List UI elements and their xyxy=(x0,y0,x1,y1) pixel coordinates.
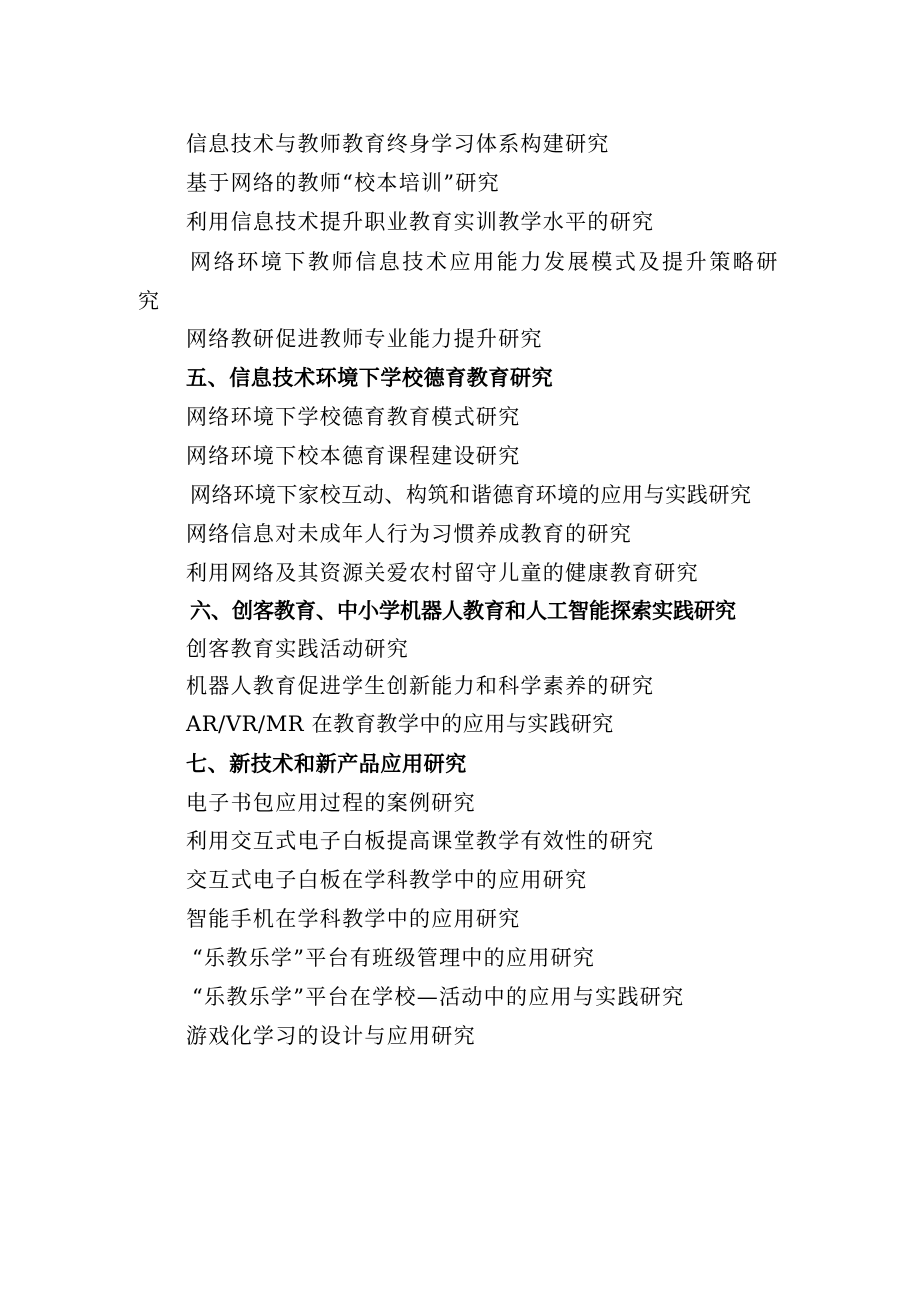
section-heading-5: 五、信息技术环境下学校德育教育研究 xyxy=(186,366,554,390)
topic-line: 电子书包应用过程的案例研究 xyxy=(186,791,476,815)
topic-line: 机器人教育促进学生创新能力和科学素养的研究 xyxy=(186,674,655,698)
topic-line: 利用信息技术提升职业教育实训教学水平的研究 xyxy=(186,210,655,234)
topic-line: “乐教乐学”平台在学校—活动中的应用与实践研究 xyxy=(192,985,685,1009)
section-heading-6: 六、创客教育、中小学机器人教育和人工智能探索实践研究 xyxy=(190,599,736,623)
topic-line: 网络环境下校本德育课程建设研究 xyxy=(186,444,521,468)
topic-line: 交互式电子白板在学科教学中的应用研究 xyxy=(186,868,588,892)
topic-line: 网络环境下家校互动、构筑和谐德育环境的应用与实践研究 xyxy=(190,483,752,507)
topic-line: 网络教研促进教师专业能力提升研究 xyxy=(186,327,543,351)
topic-line-continuation: 究 xyxy=(138,289,161,313)
topic-line: 网络环境下学校德育教育模式研究 xyxy=(186,405,521,429)
topic-line: 游戏化学习的设计与应用研究 xyxy=(186,1024,476,1048)
topic-line: “乐教乐学”平台有班级管理中的应用研究 xyxy=(192,946,596,970)
topic-line: 网络环境下教师信息技术应用能力发展模式及提升策略研 xyxy=(190,250,780,274)
topic-line: 网络信息对未成年人行为习惯养成教育的研究 xyxy=(186,522,632,546)
section-heading-7: 七、新技术和新产品应用研究 xyxy=(186,752,467,776)
topic-line: 利用网络及其资源关爱农村留守儿童的健康教育研究 xyxy=(186,561,699,585)
topic-line: 智能手机在学科教学中的应用研究 xyxy=(186,907,521,931)
topic-line: 利用交互式电子白板提高课堂教学有效性的研究 xyxy=(186,829,655,853)
topic-line: 信息技术与教师教育终身学习体系构建研究 xyxy=(186,132,610,156)
topic-line: AR/VR/MR 在教育教学中的应用与实践研究 xyxy=(186,712,614,736)
topic-line: 基于网络的教师“校本培训”研究 xyxy=(186,171,500,195)
topic-line: 创客教育实践活动研究 xyxy=(186,637,409,661)
